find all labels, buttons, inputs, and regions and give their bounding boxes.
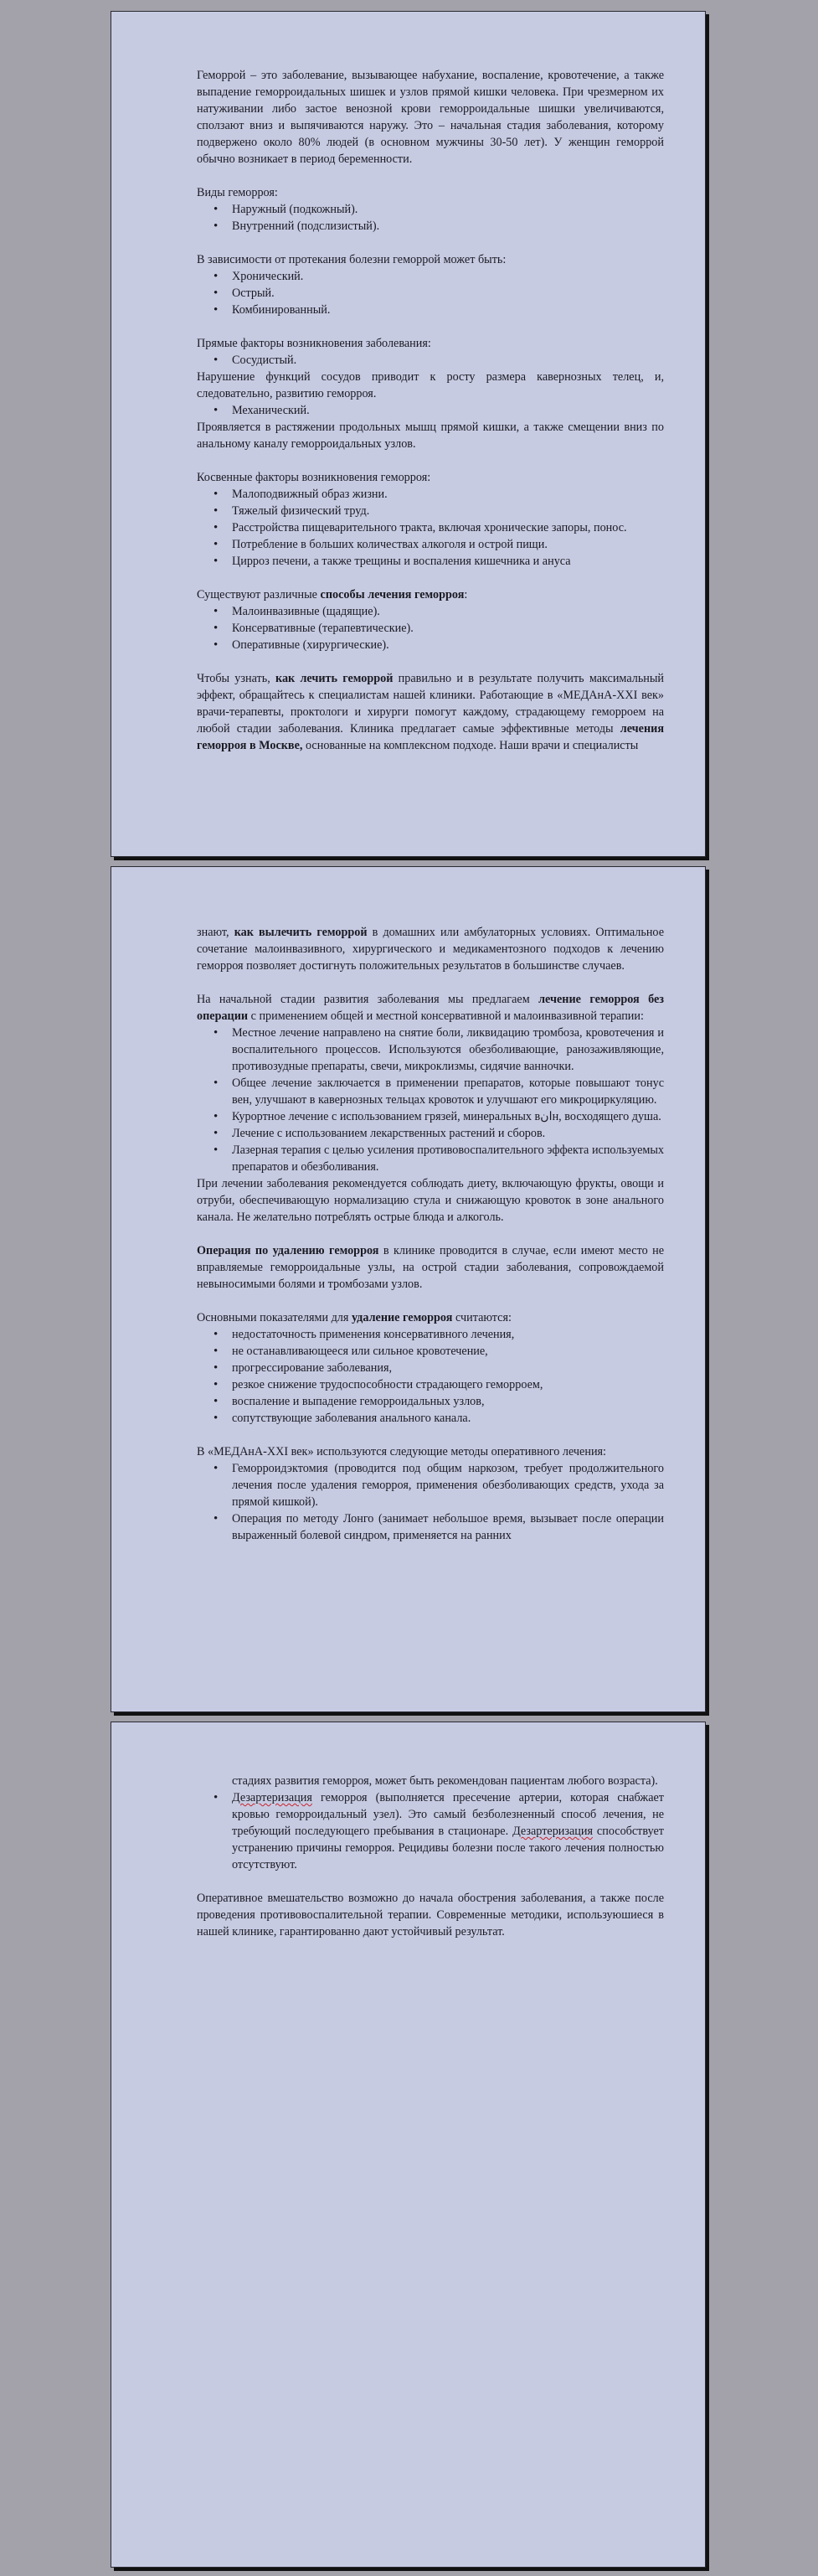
page-2-content — [197, 924, 664, 1544]
list-item: • Сосудистый. — [232, 352, 664, 369]
list-item: • Лазерная терапия с целью усиления противовоспалительного эффекта используемых препаратов и обезболивания. — [232, 1142, 664, 1175]
list-item: • Операция по методу Лонго (занимает небольшое время, вызывает после операции выраженный болевой синдром, применяется на ранних — [232, 1510, 664, 1544]
indications-title: Основными показателями для удаление геморроя считаются: — [197, 1311, 512, 1324]
list-item: • Хронический. — [232, 268, 664, 285]
types-title: Виды геморроя: — [197, 186, 278, 199]
list-item: • Потребление в больших количествах алкоголя и острой пищи. — [232, 536, 664, 553]
surgical-methods-list — [197, 1460, 664, 1544]
treatment-list — [197, 1025, 664, 1175]
list-item: • Расстройства пищеварительного тракта, включая хронические запоры, понос. — [232, 519, 664, 536]
indirect-factors-title: Косвенные факторы возникновения геморроя: — [197, 471, 431, 484]
operation-paragraph: Операция по удалению геморроя в клинике проводится в случае, если имеют место не вправляемые геморроидальные узлы, на острой стадии заболевания, сопровождаемой невыносимыми болями и тромбозами узлов. — [197, 1244, 664, 1291]
direct-factors-list-1 — [197, 352, 664, 369]
list-item: • Наружный (подкожный). — [232, 201, 664, 218]
methods-list — [197, 603, 664, 653]
diet-paragraph: При лечении заболевания рекомендуется соблюдать диету, включающую фрукты, овощи и отруби, обеспечивающую нормализацию стула и снижающую кровоток в зоне анального канала. Не желательно потреблять острые блюда и алкоголь. — [197, 1177, 664, 1224]
course-list — [197, 268, 664, 318]
direct-factors-title: Прямые факторы возникновения заболевания: — [197, 337, 431, 350]
list-item: • не останавливающееся или сильное кровотечение, — [232, 1343, 664, 1360]
document-page-2 — [111, 866, 706, 1712]
list-item: • Цирроз печени, а также трещины и воспаления кишечника и ануса — [232, 553, 664, 570]
list-item: • Малоподвижный образ жизни. — [232, 486, 664, 503]
list-item: • Комбинированный. — [232, 302, 664, 318]
clinic-paragraph: Чтобы узнать, как лечить геморрой правильно и в результате получить максимальный эффект, обращайтесь к специалистам нашей клиники. Работающие в «МЕДАнА-XXI век» врачи-терапевты, проктологи и хирурги помогут каждому, страдающему геморроем на любой стадии заболевания. Клиника предлагает самые эффективные методы лечения геморроя в Москве, основанные на комплексном подходе. Наши врачи и специалисты — [197, 672, 665, 752]
list-item: • Оперативные (хирургические). — [232, 637, 664, 653]
list-item: • Местное лечение направлено на снятие боли, ликвидацию тромбоза, кровотечения и воспалительного процессов. Используются обезболивающие, ранозаживляющие, противозудные препараты, свечи, микроклизмы, сидячие ванночки. — [232, 1025, 664, 1075]
methods-title: Существуют различные способы лечения геморроя: — [197, 588, 468, 601]
list-item: • Малоинвазивные (щадящие). — [232, 603, 664, 620]
list-item: • воспаление и выпадение геморроидальных узлов, — [232, 1393, 664, 1410]
list-item: • Курортное лечение с использованием грязей, минеральных вانн, восходящего душа. — [232, 1108, 664, 1125]
list-item: • Лечение с использованием лекарственных растений и сборов. — [232, 1125, 664, 1142]
direct-factor-1-desc: Нарушение функций сосудов приводит к росту размера кавернозных телец, и, следовательно, развитию геморроя. — [197, 370, 664, 400]
list-item: • Общее лечение заключается в применении препаратов, которые повышают тонус вен, улучшают в кавернозных тельцах кровоток и улучшают его микроциркуляцию. — [232, 1075, 664, 1108]
document-page-3 — [111, 1722, 706, 2568]
direct-factor-2-desc: Проявляется в растяжении продольных мышц прямой кишки, а также смещении вниз по анальному каналу геморроидальных узлов. — [197, 421, 664, 451]
types-list — [197, 201, 664, 235]
list-item: • Дезартеризация геморроя (выполняется пресечение артерии, которая снабжает кровью геморроидальный узел). Это самый безболезненный способ лечения, не требующий последующего пребывания в стационаре. Дезартеризация способствует устранению причины геморроя. Рецидивы болезни после такого лечения полностью отсутствуют. — [232, 1789, 664, 1873]
page-1-content — [197, 67, 664, 754]
list-item: • Тяжелый физический труд. — [232, 503, 664, 519]
list-item: • прогрессирование заболевания, — [232, 1360, 664, 1376]
list-item: • Острый. — [232, 285, 664, 302]
document-page-1 — [111, 11, 706, 857]
list-item: • резкое снижение трудоспособности страдающего геморроем, — [232, 1376, 664, 1393]
page-3-content — [197, 1773, 664, 1940]
desarterization-list — [197, 1789, 664, 1873]
direct-factors-list-2 — [197, 402, 664, 419]
continued-list-item: стадиях развития геморроя, может быть рекомендован пациентам любого возраста). — [232, 1774, 658, 1788]
list-item: • недостаточность применения консервативного лечения, — [232, 1326, 664, 1343]
list-item: • Консервативные (терапевтические). — [232, 620, 664, 637]
list-item: • Геморроидэктомия (проводится под общим наркозом, требует продолжительного лечения после удаления геморроя, применения обезболивающих средств, ухода за прямой кишкой). — [232, 1460, 664, 1510]
list-item: • Внутренний (подслизистый). — [232, 218, 664, 235]
final-paragraph: Оперативное вмешательство возможно до начала обострения заболевания, а также после проведения противовоспалительной терапии. Современные методики, используюшиеся в нашей клинике, гарантированно дают устойчивый результат. — [197, 1892, 664, 1938]
course-title: В зависимости от протекания болезни геморрой может быть: — [197, 253, 507, 266]
initial-stage-paragraph: На начальной стадии развития заболевания мы предлагаем лечение геморроя без операции с применением общей и местной консервативной и малоинвазивной терапии: — [197, 993, 665, 1023]
indirect-factors-list — [197, 486, 664, 570]
list-item: • Механический. — [232, 402, 664, 419]
surgical-methods-intro: В «МЕДАнА-XXI век» используются следующие методы оперативного лечения: — [197, 1445, 607, 1458]
list-item: • сопутствующие заболевания анального канала. — [232, 1410, 664, 1427]
intro-paragraph: Геморрой – это заболевание, вызывающее набухание, воспаление, кровотечение, а также выпадение геморроидальных шишек и узлов прямой кишки человека. При чрезмерном их натуживании либо застое венозной крови геморроидальные шишки увеличиваются, сползают вниз и выпячиваются наружу. Это – начальная стадия заболевания, которому подвержено около 80% людей (в основном мужчины 30-50 лет). У женщин геморрой обычно возникает в период беременности. — [197, 69, 664, 166]
indications-list — [197, 1326, 664, 1427]
continuation-paragraph: знают, как вылечить геморрой в домашних или амбулаторных условиях. Оптимальное сочетание малоинвазивного, хирургического и медикаментозного подходов к лечению геморроя позволяет достигнуть положительных результатов в большинстве случаев. — [197, 926, 664, 973]
